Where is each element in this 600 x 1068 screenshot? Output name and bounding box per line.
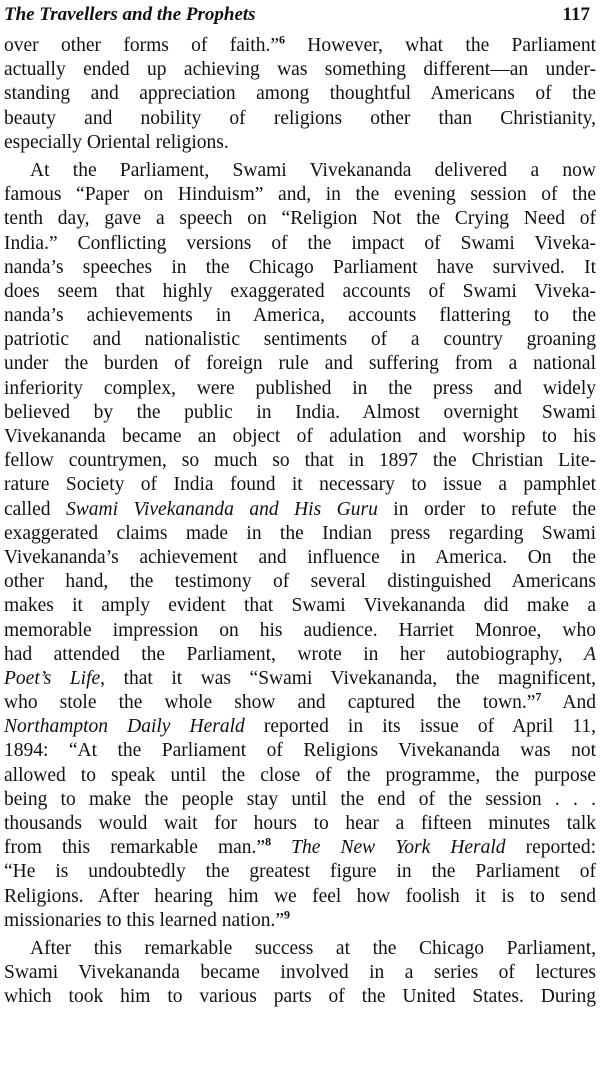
text-line: allowed to speak until the close of the programme, the purpose [4, 764, 596, 786]
page-number: 117 [562, 4, 590, 25]
body-text [4, 34, 596, 1010]
text-line [4, 715, 596, 739]
text-fragment: reported: [505, 837, 596, 859]
text-fragment: reported in its issue of April 11, [244, 716, 596, 738]
text-fragment: over other forms of faith.” [4, 35, 279, 56]
book-title: Poet’s Life [4, 667, 101, 689]
text-fragment [271, 837, 291, 858]
text-line: under the burden of foreign rule and suffering from a national [4, 353, 596, 375]
footnote-ref: 9 [283, 908, 290, 922]
text-line: Swami Vivekananda became involved in a series of lectures [4, 962, 596, 984]
text-line [4, 643, 596, 667]
text-line [4, 691, 596, 715]
footnote-ref: 6 [278, 34, 285, 47]
text-line [4, 34, 596, 58]
footnote-ref: 8 [265, 836, 272, 849]
text-line: which took him to various parts of the United States. During [4, 986, 596, 1008]
text-line: exaggerated claims made in the Indian press regarding Swami [4, 522, 596, 544]
text-line: rature Society of India found it necessary to issue a pamphlet [4, 474, 596, 496]
text-line: nanda’s achievements in America, accounts flattering to the [4, 305, 596, 327]
text-line: 1894: “At the Parliament of Religions Vivekananda was not [4, 740, 596, 762]
text-line: beauty and nobility of religions other than Christianity, [4, 107, 596, 129]
text-fragment: And [541, 692, 596, 714]
text-line: believed by the public in India. Almost overnight Swami [4, 401, 596, 423]
text-line: India.” Conflicting versions of the impact of Swami Viveka- [4, 232, 596, 254]
text-line [4, 498, 596, 522]
text-line: tenth day, gave a speech on “Religion Not the Crying Need of [4, 208, 596, 230]
text-line: makes it amply evident that Swami Vivekananda did make a [4, 595, 596, 617]
text-line: especially Oriental religions. [4, 131, 229, 153]
paragraph [4, 159, 596, 933]
text-line: After this remarkable success at the Chicago Parliament, [30, 937, 596, 959]
text-line: patriotic and nationalistic sentiments of a country groaning [4, 329, 596, 351]
text-line: inferiority complex, were published in the press and widely [4, 377, 596, 399]
text-line: nanda’s speeches in the Chicago Parliament have survived. It [4, 256, 596, 278]
text-line: famous “Paper on Hinduism” and, in the evening session of the [4, 184, 596, 206]
running-head [4, 2, 590, 28]
text-line [4, 909, 596, 933]
text-line: Religions. After hearing him we feel how foolish it is to send [4, 885, 596, 907]
text-line [4, 836, 596, 860]
text-line: memorable impression on his audience. Harriet Monroe, who [4, 619, 596, 641]
paragraph [4, 34, 596, 155]
text-line: Vivekananda’s achievement and influence in America. On the [4, 546, 596, 568]
chapter-title: The Travellers and the Prophets [4, 4, 256, 25]
text-fragment: called [4, 498, 67, 520]
text-fragment: from this remarkable man.” [4, 837, 266, 859]
text-fragment: in order to refute the [377, 498, 596, 520]
text-line: other hand, the testimony of several distinguished Americans [4, 571, 596, 593]
text-fragment: missionaries to this learned nation.” [4, 909, 284, 931]
newspaper-title: The New York Herald [291, 837, 506, 859]
text-line: actually ended up achieving was something different—an under- [4, 59, 596, 81]
text-fragment: who stole the whole show and captured the town.” [4, 692, 536, 714]
text-fragment: had attended the Parliament, wrote in her autobiography, [4, 643, 585, 665]
text-line: thousands would wait for hours to hear a fifteen minutes talk [4, 813, 596, 834]
footnote-ref: 7 [535, 691, 542, 704]
book-title: A [584, 643, 596, 665]
text-line: “He is undoubtedly the greatest figure in the Parliament of [4, 861, 596, 883]
text-line: does seem that highly exaggerated accounts of Swami Viveka- [4, 280, 596, 302]
paragraph [4, 937, 596, 1010]
text-line: being to make the people stay until the end of the session . . . [4, 788, 596, 810]
text-fragment: , that it was “Swami Vivekananda, the magnificent, [100, 667, 596, 689]
book-title: Swami Vivekananda and His Guru [66, 498, 378, 520]
text-line: standing and appreciation among thoughtful Americans of the [4, 83, 596, 105]
text-line: fellow countrymen, so much so that in 1897 the Christian Lite- [4, 450, 596, 472]
text-fragment: However, what the Parliament [284, 35, 596, 56]
text-line [4, 667, 596, 691]
text-line: Vivekananda became an object of adulation and worship to his [4, 426, 596, 447]
text-line: At the Parliament, Swami Vivekananda delivered a now [30, 159, 596, 181]
newspaper-title: Northampton Daily Herald [4, 716, 245, 738]
